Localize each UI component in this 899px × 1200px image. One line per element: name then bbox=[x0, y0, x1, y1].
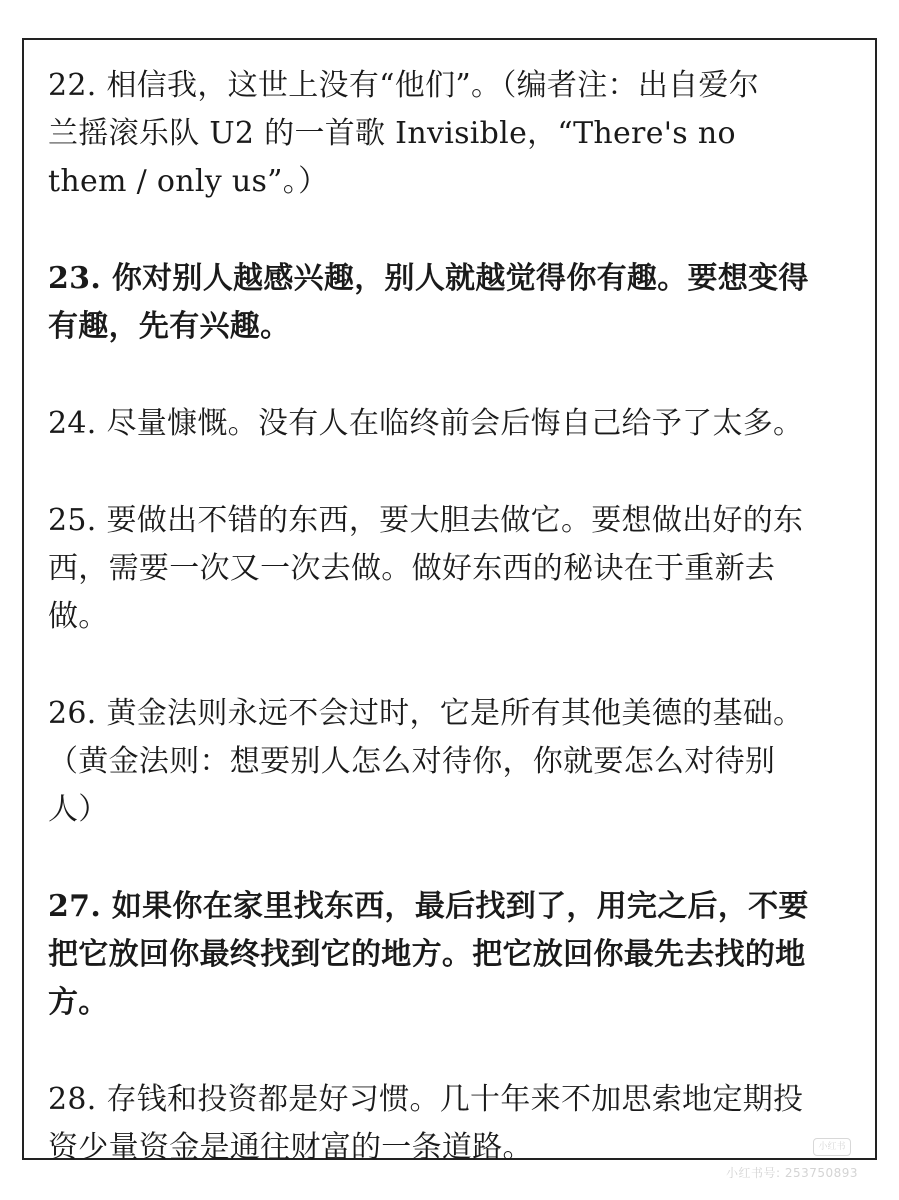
paragraph-28: 28. 存钱和投资都是好习惯。几十年来不加思索地定期投 资少量资金是通往财富的一条道路。 bbox=[48, 1082, 804, 1165]
paragraph-26: 26. 黄金法则永远不会过时，它是所有其他美德的基础。 （黄金法则：想要别人怎么对待你，你就要怎么对待别 人） bbox=[48, 696, 804, 827]
paragraph-24: 24. 尽量慷慨。没有人在临终前会后悔自己给予了太多。 bbox=[48, 406, 804, 441]
document-body bbox=[48, 62, 858, 1172]
watermark-id: 小红书号: 253750893 bbox=[726, 1166, 859, 1180]
watermark-logo-icon: 小红书 bbox=[813, 1138, 851, 1156]
paragraph-22: 22. 相信我，这世上没有“他们”。（编者注：出自爱尔 兰摇滚乐队 U2 的一首歌 Invisible，“There's no them / only us”。） bbox=[48, 68, 760, 199]
paragraph-23: 23. 你对别人越感兴趣，别人就越觉得你有趣。要想变得 有趣，先有兴趣。 bbox=[48, 261, 809, 344]
paragraph-25: 25. 要做出不错的东西，要大胆去做它。要想做出好的东 西，需要一次又一次去做。做好东西的秘诀在于重新去 做。 bbox=[48, 503, 804, 634]
document-frame bbox=[22, 38, 877, 1165]
paragraph-27: 27. 如果你在家里找东西，最后找到了，用完之后，不要 把它放回你最终找到它的地方。把它放回你最先去找的地 方。 bbox=[48, 889, 809, 1020]
